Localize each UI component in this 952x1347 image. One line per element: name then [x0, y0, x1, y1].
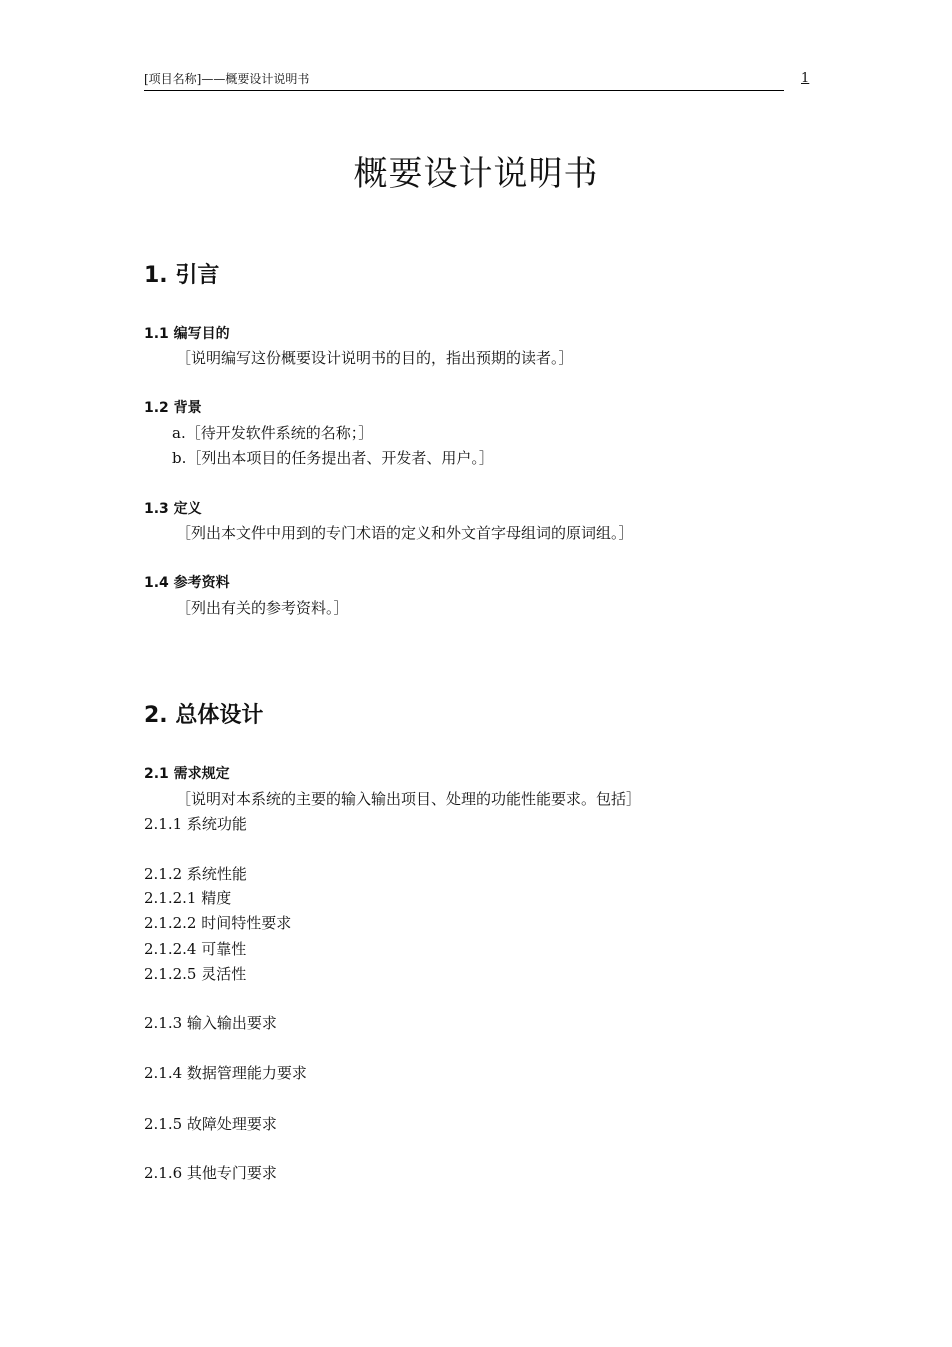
list-item-2-1-2: 2.1.2 系统性能: [144, 865, 247, 883]
section-1-1-body: ［说明编写这份概要设计说明书的目的，指出预期的读者。］: [176, 349, 574, 367]
section-1-2-item-a: a.［待开发软件系统的名称；］: [172, 424, 374, 442]
list-item-2-1-1: 2.1.1 系统功能: [144, 815, 247, 833]
section-2-1-heading: 2.1 需求规定: [144, 766, 230, 782]
list-item-2-1-2-1: 2.1.2.1 精度: [144, 889, 232, 907]
section-1-heading: 1. 引言: [144, 263, 220, 288]
document-title: 概要设计说明书: [353, 154, 599, 194]
section-1-1-heading: 1.1 编写目的: [144, 326, 230, 342]
list-item-2-1-6: 2.1.6 其他专门要求: [144, 1164, 277, 1182]
section-1-3-body: ［列出本文件中用到的专门术语的定义和外文首字母组词的原词组。］: [176, 524, 634, 542]
section-2-1-body: ［说明对本系统的主要的输入输出项目、处理的功能性能要求。包括］: [176, 790, 642, 808]
section-1-4-heading: 1.4 参考资料: [144, 575, 230, 591]
section-1-4-body: ［列出有关的参考资料。］: [176, 599, 349, 617]
section-1-2-item-b: b.［列出本项目的任务提出者、开发者、用户。］: [172, 449, 494, 467]
section-1-2-heading: 1.2 背景: [144, 400, 202, 416]
list-item-2-1-2-5: 2.1.2.5 灵活性: [144, 965, 247, 983]
list-item-2-1-2-2: 2.1.2.2 时间特性要求: [144, 914, 292, 932]
running-header: [项目名称]——概要设计说明书: [144, 70, 784, 91]
page-number: 1: [801, 71, 810, 86]
list-item-2-1-5: 2.1.5 故障处理要求: [144, 1115, 277, 1133]
section-2-heading: 2. 总体设计: [144, 703, 264, 728]
list-item-2-1-4: 2.1.4 数据管理能力要求: [144, 1064, 307, 1082]
section-1-3-heading: 1.3 定义: [144, 501, 202, 517]
list-item-2-1-3: 2.1.3 输入输出要求: [144, 1014, 277, 1032]
list-item-2-1-2-4: 2.1.2.4 可靠性: [144, 940, 247, 958]
